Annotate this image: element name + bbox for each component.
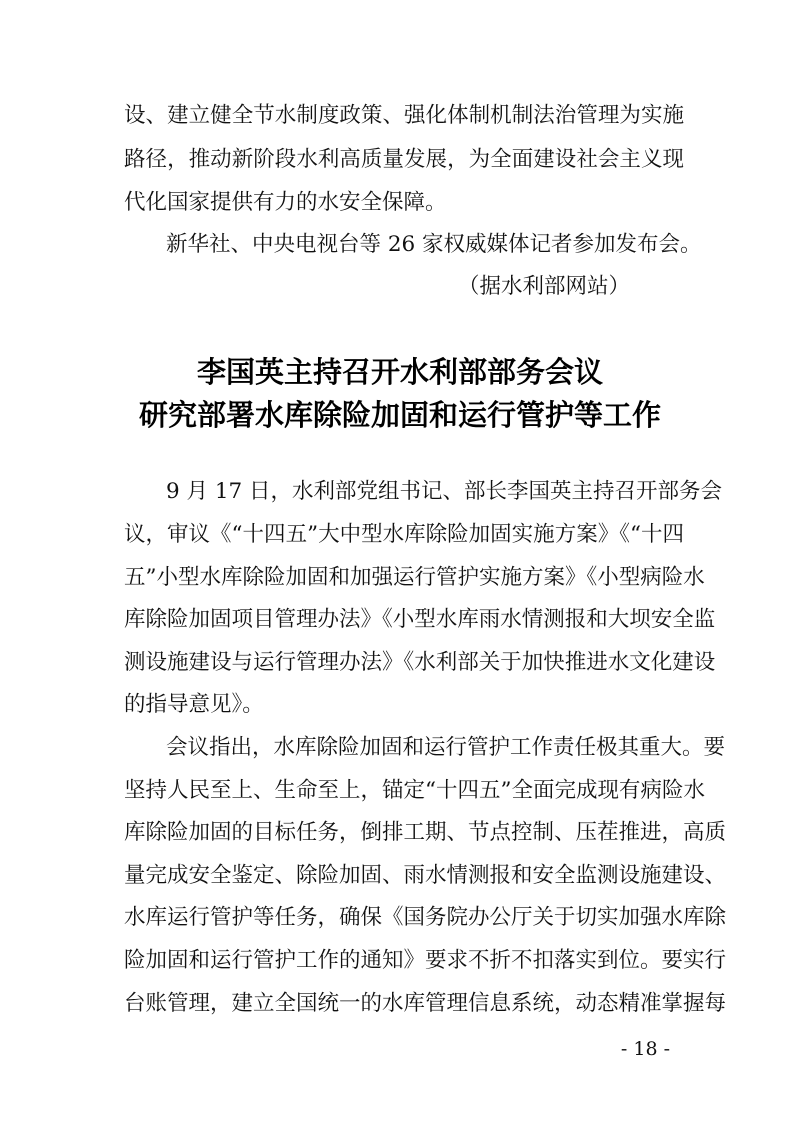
attendance-paragraph: 新华社、中央电视台等 26 家权威媒体记者参加发布会。 [166, 232, 702, 257]
article-title-line-1: 李国英主持召开水利部部务会议 [196, 355, 603, 389]
continued-paragraph-line-1: 设、建立健全节水制度政策、强化体制机制法治管理为实施 [124, 103, 684, 128]
paragraph-1-line-2: 议，审议《“十四五”大中型水库除险加固实施方案》《“十四 [124, 522, 684, 547]
paragraph-2-line-5: 水库运行管护等任务，确保《国务院办公厅关于切实加强水库除 [124, 905, 727, 930]
article-title-line-2: 研究部署水库除险加固和运行管护等工作 [138, 398, 661, 432]
paragraph-2-line-4: 量完成安全鉴定、除险加固、雨水情测报和安全监测设施建设、 [124, 863, 727, 888]
continued-paragraph-line-2: 路径，推动新阶段水利高质量发展，为全面建设社会主义现 [124, 147, 684, 172]
paragraph-2-line-7: 台账管理，建立全国统一的水库管理信息系统，动态精准掌握每 [124, 991, 727, 1016]
paragraph-2-line-6: 险加固和运行管护工作的通知》要求不折不扣落实到位。要实行 [124, 948, 727, 973]
page-number: - 18 - [620, 1038, 670, 1060]
paragraph-1-line-3: 五”小型水库除险加固和加强运行管护实施方案》《小型病险水 [124, 565, 705, 590]
paragraph-2-line-2: 坚持人民至上、生命至上，锚定“十四五”全面完成现有病险水 [124, 778, 705, 803]
paragraph-1-line-1: 9 月 17 日，水利部党组书记、部长李国英主持召开部务会 [166, 479, 723, 504]
source-note: （据水利部网站） [457, 274, 630, 299]
paragraph-1-line-5: 测设施建设与运行管理办法》《水利部关于加快推进水文化建设 [124, 650, 716, 675]
paragraph-2-line-3: 库除险加固的目标任务，倒排工期、节点控制、压茬推进，高质 [124, 820, 727, 845]
continued-paragraph-line-3: 代化国家提供有力的水安全保障。 [124, 190, 447, 215]
paragraph-2-line-1: 会议指出，水库除险加固和运行管护工作责任极其重大。要 [166, 735, 726, 760]
paragraph-1-line-6: 的指导意见》。 [124, 692, 264, 717]
paragraph-1-line-4: 库除险加固项目管理办法》《小型水库雨水情测报和大坝安全监 [124, 607, 716, 632]
